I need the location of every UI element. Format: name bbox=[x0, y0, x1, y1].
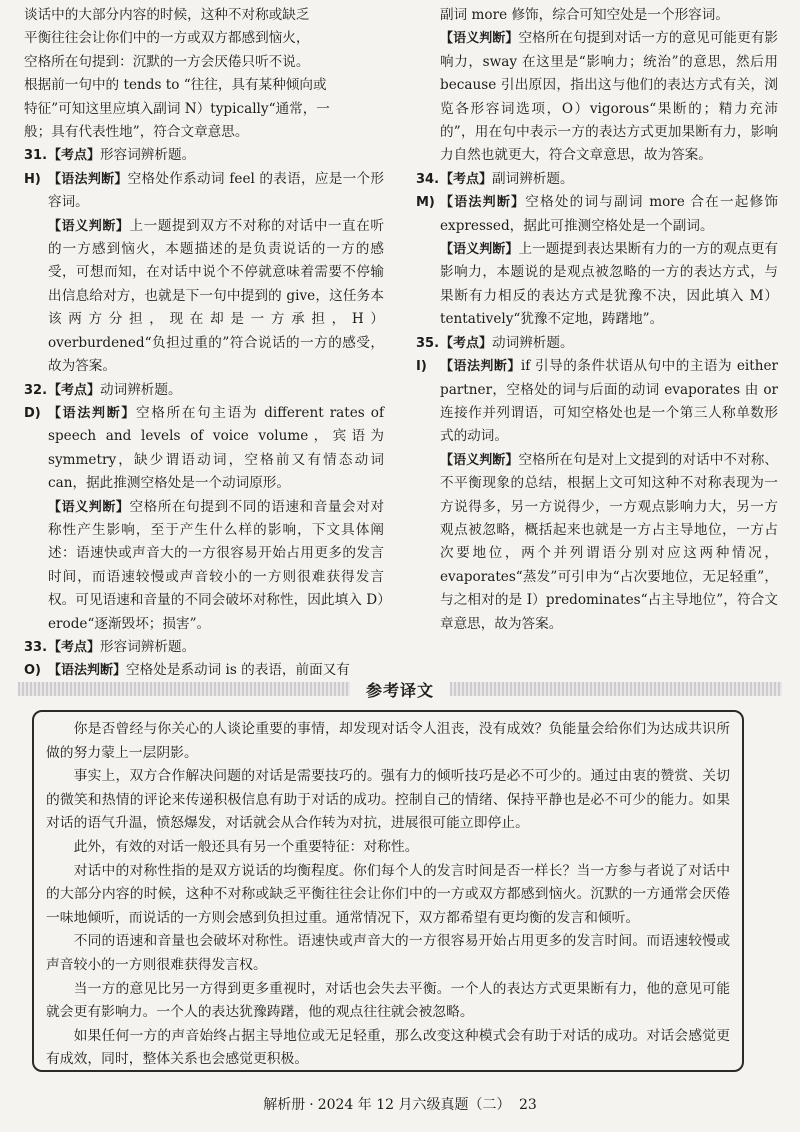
meaning-tag: 【语义判断】 bbox=[440, 452, 519, 468]
meaning-tag: 【语义判断】 bbox=[48, 218, 130, 234]
meaning-text: 空格所在句是对上文提到的对话中不对称、不平衡现象的总结，根据上文可知这种不对称表现为一方说得多，另一方说得少，一方观点影响力大，另一方观点被忽略，概括起来也就是一方占主导地位，一方占次要地位，两个并列谓语分别对应这两种情况，evaporates“蒸发”可引申为“占次要地位，无足轻重”，与之相对的是 I）predominates“占主导地位”，符合文章意思，故为答案。 bbox=[440, 451, 778, 632]
question-35-grammar bbox=[416, 355, 778, 449]
left-column bbox=[24, 4, 384, 683]
translation-section-divider bbox=[18, 676, 782, 702]
grammar-tag: 【语法判断】 bbox=[440, 359, 521, 375]
answer-letter: D) bbox=[24, 405, 41, 421]
intro-line: 根据前一句中的 tends to “往往，具有某种倾向或 bbox=[24, 77, 327, 94]
translation-paragraph: 当一方的意见比另一方得到更多重视时，对话也会失去平衡。一个人的表达方式更果断有力，他的意见可能就会更有影响力。一个人的表达犹豫踌躇，他的观点往往就会被忽略。 bbox=[46, 980, 730, 1021]
grammar-text: 空格处是系动词 is 的表语，前面又有 bbox=[126, 662, 350, 679]
kaodian-tag: 【考点】 bbox=[440, 335, 493, 351]
answer-letter: H) bbox=[24, 171, 41, 187]
translation-heading: 参考译文 bbox=[350, 678, 450, 701]
question-32-grammar bbox=[24, 402, 384, 496]
kaodian-text: 形容词辨析题。 bbox=[100, 638, 196, 655]
translation-paragraph: 你是否曾经与你关心的人谈论重要的事情，却发现对话令人沮丧，没有成效？负能量会给你们为达成共识所做的努力蒙上一层阴影。 bbox=[46, 721, 730, 761]
intro-line: 谈话中的大部分内容的时候，这种不对称或缺乏 bbox=[24, 7, 310, 23]
divider-pattern-right bbox=[450, 682, 782, 696]
kaodian-tag: 【考点】 bbox=[48, 148, 101, 164]
translation-paragraph: 不同的语速和音量也会破坏对称性。语速快或声音大的一方很容易开始占用更多的发言时间。而语速较慢或声音较小的一方则很难获得发言权。 bbox=[46, 933, 730, 973]
kaodian-tag: 【考点】 bbox=[48, 382, 101, 398]
translation-paragraph: 如果任何一方的声音始终占据主导地位或无足轻重，那么改变这种模式会有助于对话的成功。对话会感觉更有成效，同时，整体关系也会感觉更积极。 bbox=[46, 1027, 730, 1068]
grammar-tag: 【语法判断】 bbox=[48, 405, 137, 421]
question-34-kaodian bbox=[416, 168, 778, 191]
right-column bbox=[416, 4, 778, 636]
question-number: 33. bbox=[24, 639, 48, 655]
question-33-kaodian bbox=[24, 636, 384, 659]
meaning-text: 上一题提到双方不对称的对话中一直在听的一方感到恼火，本题描述的是负责说话的一方的感受，可想而知，在对话中说个不停就意味着需要不停输出信息给对方，也就是下一句中提到的 give，这任务本该两方分担，现在却是一方承担，H）overburdened“负担过重的”符合说话的一方的感受，故为答案。 bbox=[48, 217, 384, 375]
intro-line: 般；具有代表性地”，符合文章意思。 bbox=[24, 124, 249, 141]
translation-paragraph: 此外，有效的对话一般还具有另一个重要特征：对称性。 bbox=[73, 838, 419, 855]
meaning-text: 空格所在句提到不同的语速和音量会对对称性产生影响，至于产生什么样的影响，下文具体阐述：语速快或声音大的一方很容易开始占用更多的发言时间，而语速较慢或声音较小的一方则很难获得发言权。可见语速和音量的不同会破坏对称性，因此填入 D）erode“逐渐毁坏；损害”。 bbox=[48, 498, 384, 632]
page-footer bbox=[0, 1094, 800, 1114]
footer-separator: · bbox=[309, 1097, 314, 1113]
footer-exam-title: 2024 年 12 月六级真题（二） bbox=[317, 1097, 511, 1113]
question-31-grammar bbox=[24, 168, 384, 215]
question-number: 31. bbox=[24, 148, 48, 164]
answer-letter: I) bbox=[416, 359, 427, 375]
intro-line: 特征”可知这里应填入副词 N）typically“通常，一 bbox=[24, 100, 330, 117]
kaodian-tag: 【考点】 bbox=[48, 639, 101, 655]
kaodian-text: 副词辨析题。 bbox=[492, 170, 574, 187]
grammar-tag: 【语法判断】 bbox=[48, 663, 127, 679]
question-31-meaning bbox=[24, 215, 384, 379]
translation-box bbox=[32, 710, 744, 1072]
question-33-grammar-continued: 副词 more 修饰，综合可知空处是一个形容词。 bbox=[440, 7, 729, 23]
question-35-kaodian bbox=[416, 332, 778, 355]
question-number: 32. bbox=[24, 382, 48, 398]
question-34-meaning bbox=[416, 238, 778, 332]
kaodian-text: 动词辨析题。 bbox=[492, 334, 574, 351]
grammar-text: if 引导的条件状语从句中的主语为 either partner，空格处的词与后面的动词 evaporates 由 or 连接作并列谓语，可知空格处也是一个第三人称单数形式的动词。 bbox=[440, 358, 778, 445]
question-35-meaning bbox=[416, 449, 778, 636]
question-number: 35. bbox=[416, 335, 440, 351]
translation-paragraph: 事实上，双方合作解决问题的对话是需要技巧的。强有力的倾听技巧是必不可少的。通过由衷的赞赏、关切的微笑和热情的评论来传递积极信息有助于对话的成功。控制自己的情绪、保持平静也是必不可少的能力。如果对话的语气升温，愤怒爆发，对话就会从合作转为对抗，进展很可能立即停止。 bbox=[46, 768, 730, 832]
meaning-text: 上一题提到表达果断有力的一方的观点更有影响力，本题说的是观点被忽略的一方的表达方式，与果断有力相反的表达方式是犹豫不决，因此填入 M）tentatively“犹豫不定地，踌躇地”。 bbox=[440, 241, 778, 328]
question-33-meaning bbox=[416, 27, 778, 167]
meaning-text: 空格所在句提到对话一方的意见可能更有影响力，sway 在这里是“影响力；统治”的意思，然后用 because 引出原因，指出这与他们的表达方式有关，浏览各形容词选项，O）vigorous“果断的；精力充沛的”，用在句中表示一方的表达方式更加果断有力，影响力自然也就更大，符合文章意思，故为答案。 bbox=[440, 30, 778, 164]
kaodian-text: 动词辨析题。 bbox=[100, 381, 182, 398]
divider-pattern-left bbox=[18, 682, 350, 696]
grammar-text: 空格所在句主语为 different rates of speech and levels of voice volume，宾语为 symmetry，缺少谓语动词，空格前又有情态动词 can，据此推测空格处是一个动词原形。 bbox=[48, 404, 384, 492]
grammar-tag: 【语法判断】 bbox=[440, 195, 526, 211]
intro-line: 平衡往往会让你们中的一方或双方都感到恼火， bbox=[24, 30, 310, 47]
question-32-meaning bbox=[24, 496, 384, 636]
translation-paragraph: 对话中的对称性指的是双方说话的均衡程度。你们每个人的发言时间是否一样长？当一方参与者说了对话中的大部分内容的时候，这种不对称或缺乏平衡往往会让你们中的一方或双方都感到恼火。沉默的一方通常会厌倦一味地倾听，而说话的一方则会感到负担过重。通常情况下，双方都希望有更均衡的发言和倾听。 bbox=[46, 862, 730, 926]
grammar-tag: 【语法判断】 bbox=[48, 171, 128, 187]
grammar-text: 空格处的词与副词 more 合在一起修饰 expressed，据此可推测空格处是一个副词。 bbox=[440, 194, 778, 234]
kaodian-tag: 【考点】 bbox=[440, 171, 493, 187]
kaodian-text: 形容词辨析题。 bbox=[100, 147, 196, 164]
page-number: 23 bbox=[518, 1097, 537, 1113]
meaning-tag: 【语义判断】 bbox=[440, 242, 519, 258]
answer-letter: M) bbox=[416, 195, 435, 211]
question-31-kaodian bbox=[24, 144, 384, 167]
question-34-grammar bbox=[416, 191, 778, 238]
answer-letter: O) bbox=[24, 663, 41, 679]
question-number: 34. bbox=[416, 171, 440, 187]
grammar-text: 空格处作系动词 feel 的表语，应是一个形容词。 bbox=[48, 170, 384, 211]
meaning-tag: 【语义判断】 bbox=[48, 499, 130, 515]
footer-book-label: 解析册 bbox=[263, 1097, 306, 1113]
intro-line: 空格所在句提到：沉默的一方会厌倦只听不说。 bbox=[24, 53, 310, 70]
question-32-kaodian bbox=[24, 379, 384, 402]
meaning-tag: 【语义判断】 bbox=[440, 31, 519, 47]
